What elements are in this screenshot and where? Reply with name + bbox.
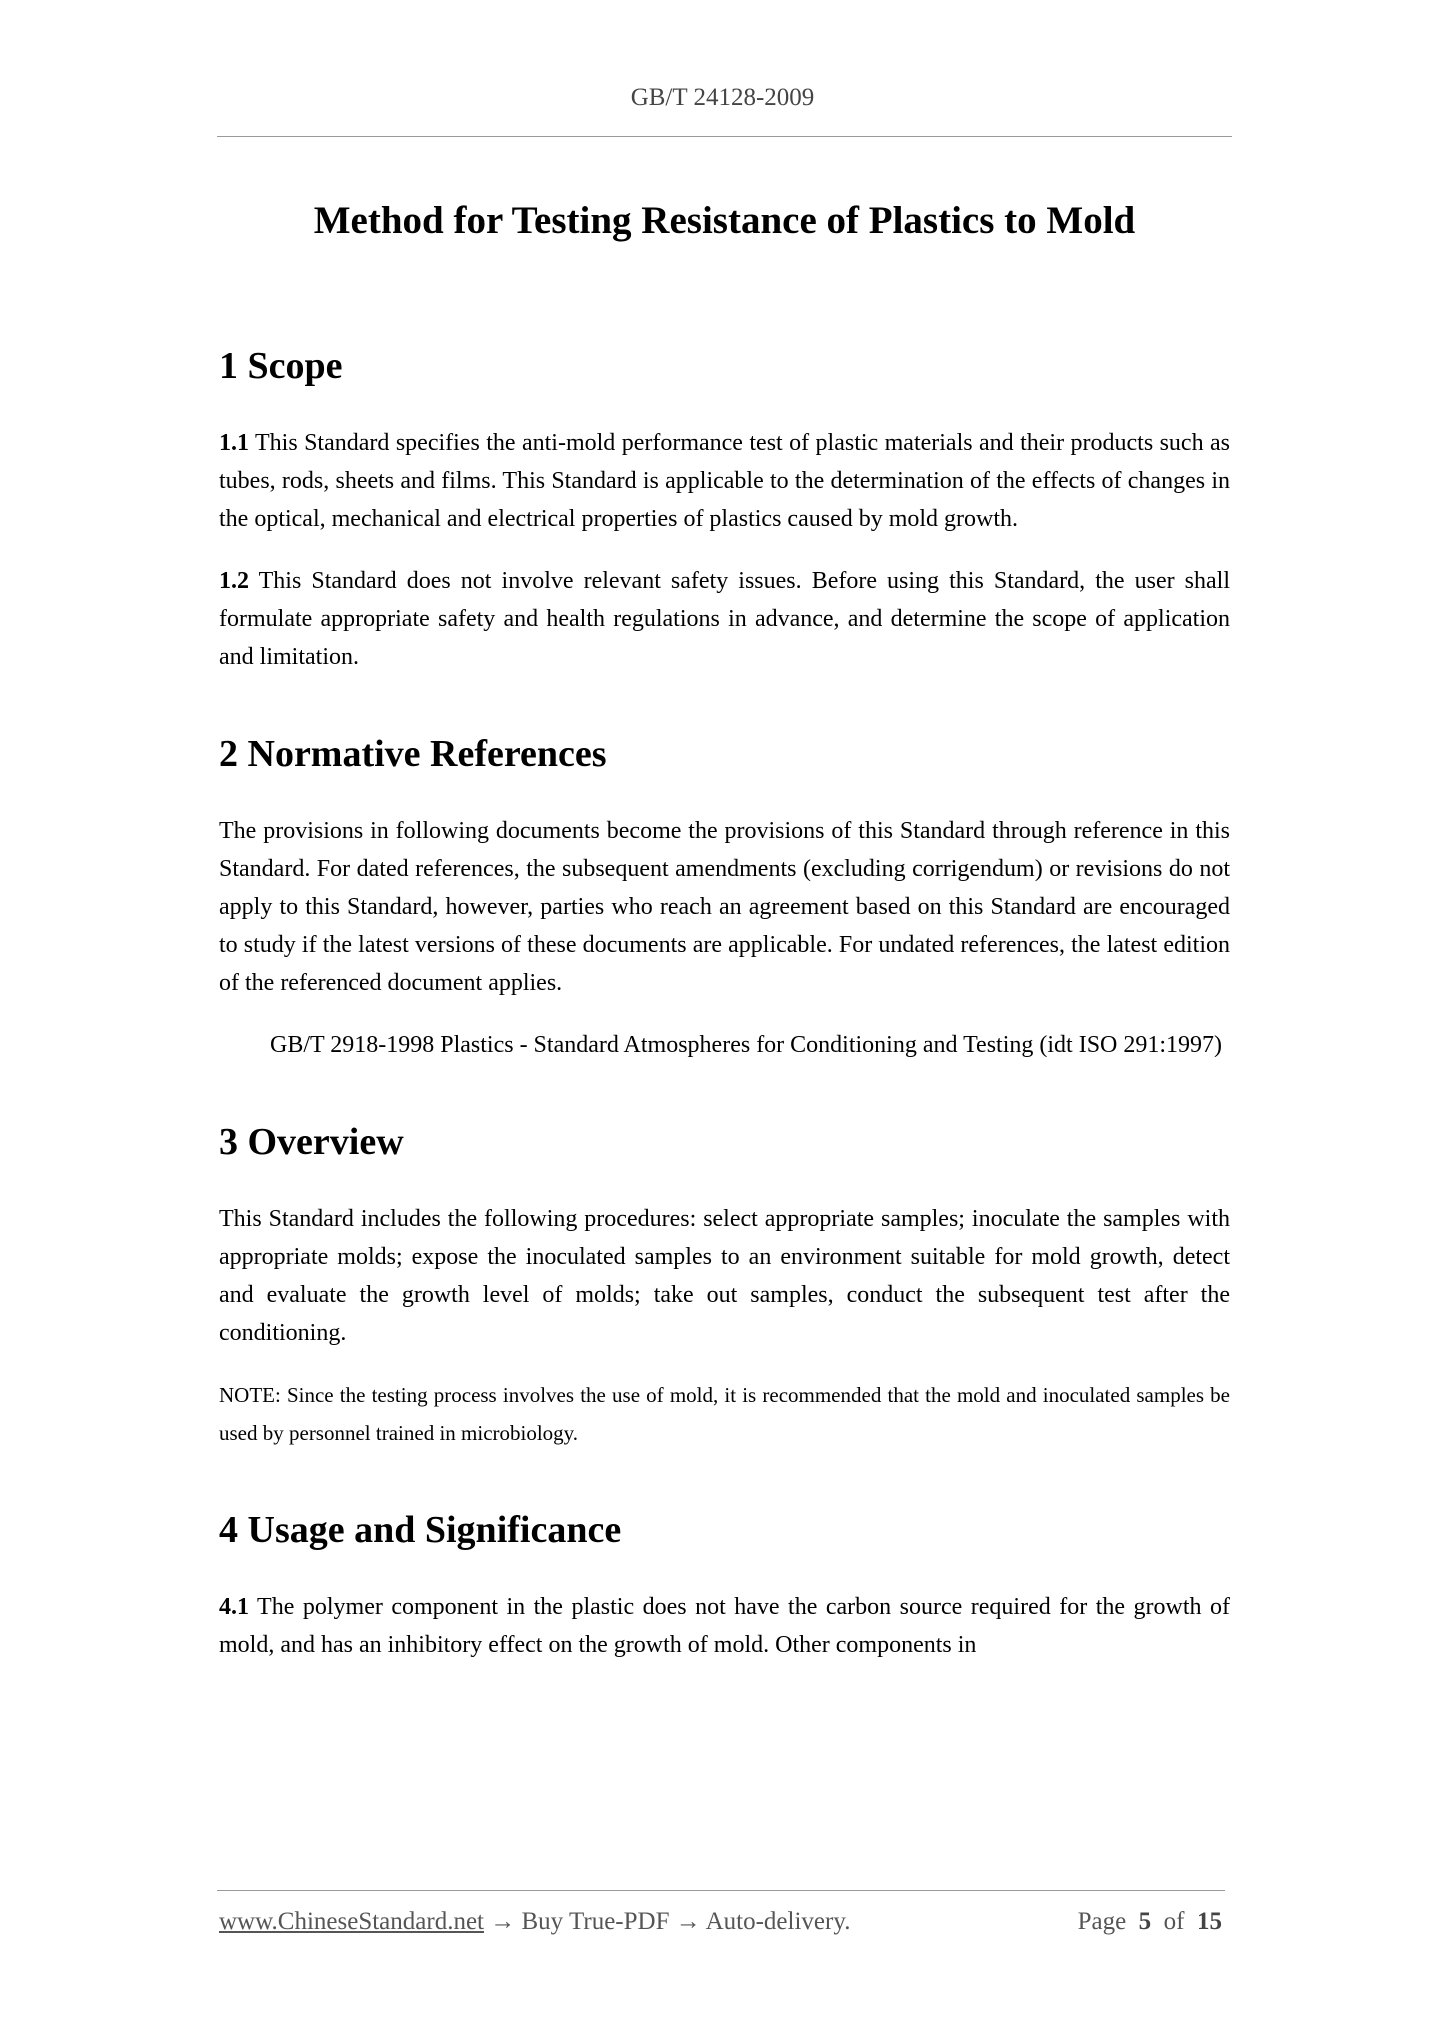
section-heading-normative-references: 2 Normative References: [219, 733, 607, 775]
arrow-right-icon: →: [669, 1908, 706, 1935]
paragraph-1-1: [219, 424, 1230, 538]
document-title: Method for Testing Resistance of Plastics to Mold: [313, 199, 1136, 242]
page-label: Page: [1077, 1908, 1127, 1935]
arrow-right-icon: →: [484, 1908, 522, 1935]
note-paragraph: NOTE: Since the testing process involves the use of mold, it is recommended that the mold and inoculated samples be used by personnel trained in microbiology.: [219, 1383, 1230, 1445]
header-standard-code: GB/T 24128-2009: [630, 84, 815, 111]
clause-text: This Standard specifies the anti-mold performance test of plastic materials and their products such as tubes, rods, sheets and films. This Standard is applicable to the determination of the effects of changes in the optical, mechanical and electrical properties of plastics caused by mold growth.: [219, 430, 1230, 532]
current-page: 5: [1138, 1908, 1152, 1935]
total-pages: 15: [1197, 1908, 1222, 1935]
of-label: of: [1163, 1908, 1185, 1935]
clause-number: 4.1: [219, 1594, 249, 1620]
clause-text: This Standard does not involve relevant safety issues. Before using this Standard, the user shall formulate appropriate safety and health regulations in advance, and determine the scope of application and limitation.: [219, 568, 1230, 670]
footer-divider: [217, 1890, 1225, 1891]
paragraph-1-2: [219, 562, 1230, 676]
footer-promo: [219, 1908, 850, 1936]
auto-delivery-text: Auto-delivery.: [705, 1908, 851, 1935]
paragraph-normative-intro: The provisions in following documents become the provisions of this Standard through reference in this Standard. For dated references, the subsequent amendments (excluding corrigendum) or revisions do not apply to this Standard, however, parties who reach an agreement based on this Standard are encouraged to study if the latest versions of these documents are applicable. For undated references, the latest edition of the referenced document applies.: [219, 818, 1230, 996]
header-divider: [217, 136, 1232, 137]
website-link[interactable]: www.ChineseStandard.net: [219, 1908, 484, 1935]
section-heading-usage: 4 Usage and Significance: [219, 1509, 622, 1551]
paragraph-4-1: [219, 1588, 1230, 1664]
reference-item: GB/T 2918-1998 Plastics - Standard Atmospheres for Conditioning and Testing (idt ISO 291:1997): [270, 1032, 1223, 1058]
section-heading-overview: 3 Overview: [219, 1121, 404, 1163]
clause-text: The polymer component in the plastic does not have the carbon source required for the growth of mold, and has an inhibitory effect on the growth of mold. Other components in: [219, 1594, 1230, 1658]
paragraph-overview: This Standard includes the following procedures: select appropriate samples; inoculate the samples with appropriate molds; expose the inoculated samples to an environment suitable for mold growth, detect and evaluate the growth level of molds; take out samples, conduct the subsequent test after the conditioning.: [219, 1206, 1230, 1346]
section-heading-scope: 1 Scope: [219, 345, 343, 387]
buy-pdf-text: Buy True-PDF: [521, 1908, 670, 1935]
clause-number: 1.2: [219, 568, 249, 594]
page-content: [219, 196, 1230, 1664]
page-number: [1078, 1908, 1222, 1936]
clause-number: 1.1: [219, 430, 249, 456]
